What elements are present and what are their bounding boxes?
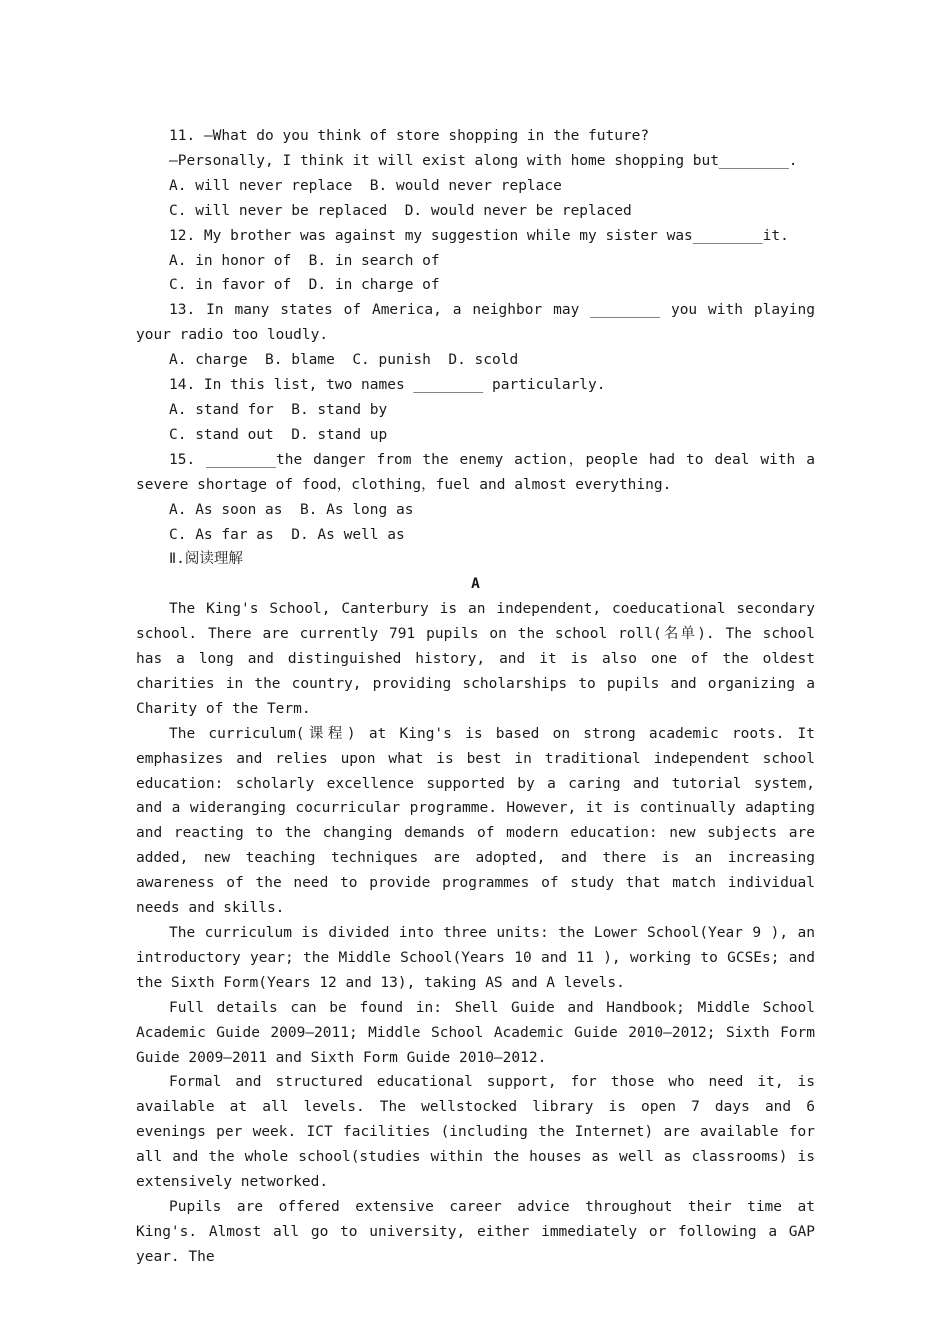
question-stem: 12. My brother was against my suggestion while my sister was________it. (169, 227, 789, 244)
question-15 (136, 448, 815, 548)
answer-options: C. in favor of D. in charge of (169, 277, 440, 294)
question-12 (136, 224, 815, 299)
answer-options: A. charge B. blame C. punish D. scold (169, 352, 519, 369)
answer-options: C. stand out D. stand up (169, 426, 388, 443)
passage-paragraph: Formal and structured educational support, for those who need it, is available at all levels. The wellstocked library is open 7 days and 6 evenings per week. ICT facilities (including the Internet) are available for all and the whole school(studies within the houses as well as classrooms) is extensively networked. (136, 1074, 815, 1191)
passage-paragraph: The curriculum(课程) at King's is based on strong academic roots. It emphasizes and relies upon what is best in traditional independent school education: scholarly excellence supported by a caring and tutorial system, and a wideranging cocurricular programme. However, it is continually adapting and reacting to the changing demands of modern education: new subjects are added, new teaching techniques are adopted, and there is an increasing awareness of the need to provide programmes of study that match individual needs and skills. (136, 725, 815, 917)
question-stem: 14. In this list, two names ________ particularly. (169, 377, 606, 394)
passage-label: A (471, 576, 480, 593)
question-stem: 15. ________the danger from the enemy action，people had to deal with a severe shortage of food，clothing，fuel and almost everything. (136, 451, 815, 493)
question-14 (136, 373, 815, 448)
answer-options: A. As soon as B. As long as (169, 501, 414, 518)
question-13 (136, 298, 815, 373)
passage-paragraph: Pupils are offered extensive career advice throughout their time at King's. Almost all go to university, either immediately or following a GAP year. The (136, 1198, 815, 1265)
passage-paragraph: The curriculum is divided into three units: the Lower School(Year 9 ), an introductory year; the Middle School(Years 10 and 11 ), working to GCSEs; and the Sixth Form(Years 12 and 13), taking AS and A levels. (136, 925, 815, 991)
passage-paragraph: Full details can be found in: Shell Guide and Handbook; Middle School Academic Guide 2009—2011; Middle School Academic Guide 2010—2012; Sixth Form Guide 2009—2011 and Sixth Form Guide 2010—2012. (136, 999, 815, 1066)
answer-options: A. stand for B. stand by (169, 401, 388, 418)
answer-options: A. will never replace B. would never replace (169, 177, 562, 194)
answer-options: C. will never be replaced D. would never be replaced (169, 202, 632, 219)
passage-paragraph: The King's School, Canterbury is an independent, coeducational secondary school. There are currently 791 pupils on the school roll(名单). The school has a long and distinguished history, and it is also one of the oldest charities in the country, providing scholarships to pupils and organizing a Charity of the Term. (136, 601, 815, 717)
reading-passage (136, 597, 815, 1269)
answer-options: C. As far as D. As well as (169, 526, 405, 543)
question-stem: —Personally, I think it will exist along with home shopping but________. (169, 152, 798, 169)
document-page (136, 124, 815, 1270)
answer-options: A. in honor of B. in search of (169, 252, 440, 269)
section-heading: Ⅱ.阅读理解 (169, 551, 243, 568)
question-11 (136, 124, 815, 224)
question-stem: 13. In many states of America, a neighbor may ________ you with playing your radio too loudly. (136, 302, 815, 344)
question-stem: 11. —What do you think of store shopping in the future? (169, 128, 650, 144)
